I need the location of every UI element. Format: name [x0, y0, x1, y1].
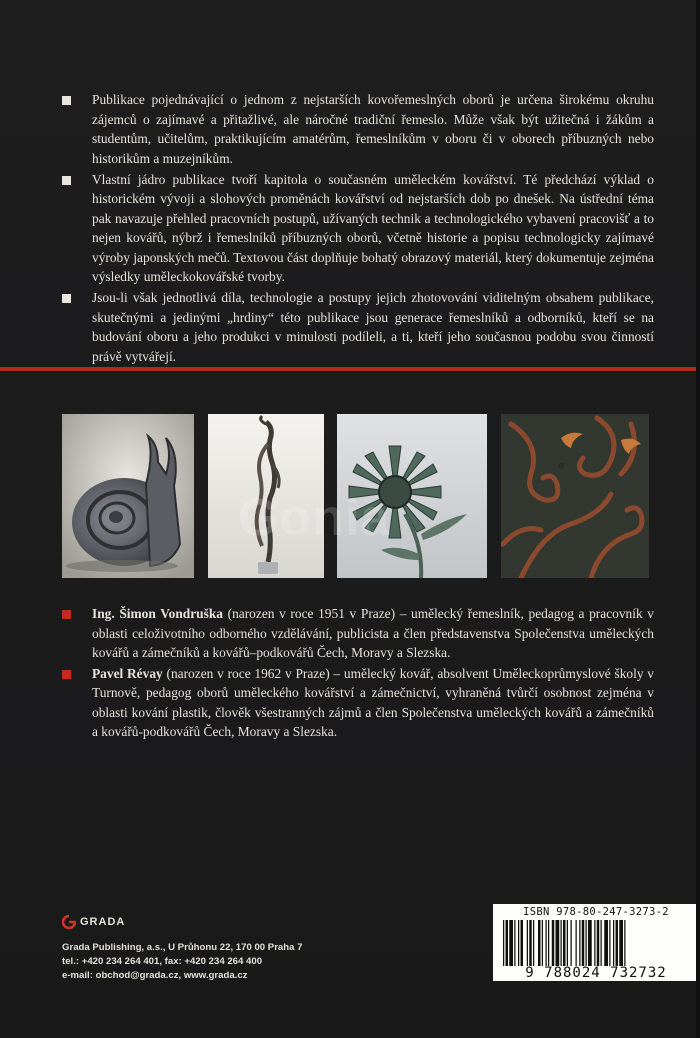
cover-edge — [696, 0, 700, 1038]
author-bio — [62, 604, 654, 663]
barcode-bars-icon — [501, 920, 691, 966]
grada-logo-icon — [62, 915, 76, 929]
author-bios — [62, 604, 654, 743]
watermark: Gonia — [238, 489, 391, 547]
isbn-number: ISBN 978-80-247-3273-2 — [523, 906, 669, 918]
intro-paragraph: Jsou-li však jednotlivá díla, technologie a postupy jejich zhotovování viditelným obsahem publikace, skutečnými a jedinými „hrdiny“ této publikace jsou generace řemeslníků a odborníků, kteří se na budování oboru a jeho produkci v minulosti podíleli, a ti, kteří jeho současnou podobu svou činností právě vytvářejí. — [62, 288, 654, 366]
publisher-info — [62, 915, 302, 983]
publisher-contact: e-mail: obchod@grada.cz, www.grada.cz — [62, 970, 248, 981]
red-divider — [0, 367, 700, 371]
author-description: (narozen v roce 1962 v Praze) – umělecký kovář, absolvent Uměleckoprůmyslové školy v Turnově, pedagog oborů uměleckého kovářství a zámečnictví, vyhraněná tvůrčí osobnost zejména v oblasti kování plastik, člověk všestranných zájmů a člen Společenstva uměleckých kovářů a zámečníků a kovářů-podkovářů Čech, Moravy a Slezska. — [92, 665, 654, 739]
author-description: (narozen v roce 1951 v Praze) – umělecký řemeslník, pedagog a pracovník v oblasti celoživotního odborného vzdělávání, publicista a člen představenstva Společenstva uměleckých kovářů a zámečníků a kovářů–podkovářů Čech, Moravy a Slezska. — [92, 606, 654, 660]
bullet-red-square-icon — [62, 610, 71, 619]
intro-paragraph: Publikace pojednávající o jednom z nejstarších kovořemeslných oborů je určena širokému okruhu zájemců o zajímavé a přitažlivé, ale náročné tradiční řemeslo. Může však být užitečná i žákům a studentům, učitelům, praktikujícím amatérům, řemeslníkům v oboru či v oborech příbuzných nebo historikům a muzejníkům. — [62, 90, 654, 168]
author-name: Pavel Révay — [92, 665, 163, 681]
intro-paragraph: Vlastní jádro publikace tvoří kapitola o současném uměleckém kovářství. Té předchází výklad o historickém vývoji a slohových proměnách kovářství od nejstarších dob po dnešek. Na ústřední téma pak navazuje přehled pracovních postupů, užívaných technik a technologického vybavení pracovišť a to nejen kovářů, nýbrž i řemeslníků příbuzných oborů, včetně historie a popisu technologicky zajímavé výroby japonských mečů. Textovou část doplňuje bohatý obrazový materiál, který dokumentuje zejména výsledky uměleckokovářské tvorby. — [62, 170, 654, 287]
author-bio — [62, 664, 654, 742]
intro-text — [62, 90, 654, 368]
ean-number: 9 788024 732732 — [525, 965, 667, 981]
bullet-square-icon — [62, 294, 71, 303]
bullet-square-icon — [62, 96, 71, 105]
bullet-red-square-icon — [62, 670, 71, 679]
snail-sculpture-photo — [62, 414, 194, 578]
publisher-logo-text: GRADA — [80, 916, 126, 928]
publisher-phone: tel.: +420 234 264 401, fax: +420 234 264 400 — [62, 956, 263, 967]
barcode — [493, 904, 699, 981]
publisher-address: Grada Publishing, a.s., U Průhonu 22, 170 00 Praha 7 — [62, 942, 303, 953]
copper-spirals-photo — [501, 414, 649, 578]
author-name: Ing. Šimon Vondruška — [92, 606, 223, 621]
publisher-logo — [62, 915, 302, 929]
bullet-square-icon — [62, 176, 71, 185]
